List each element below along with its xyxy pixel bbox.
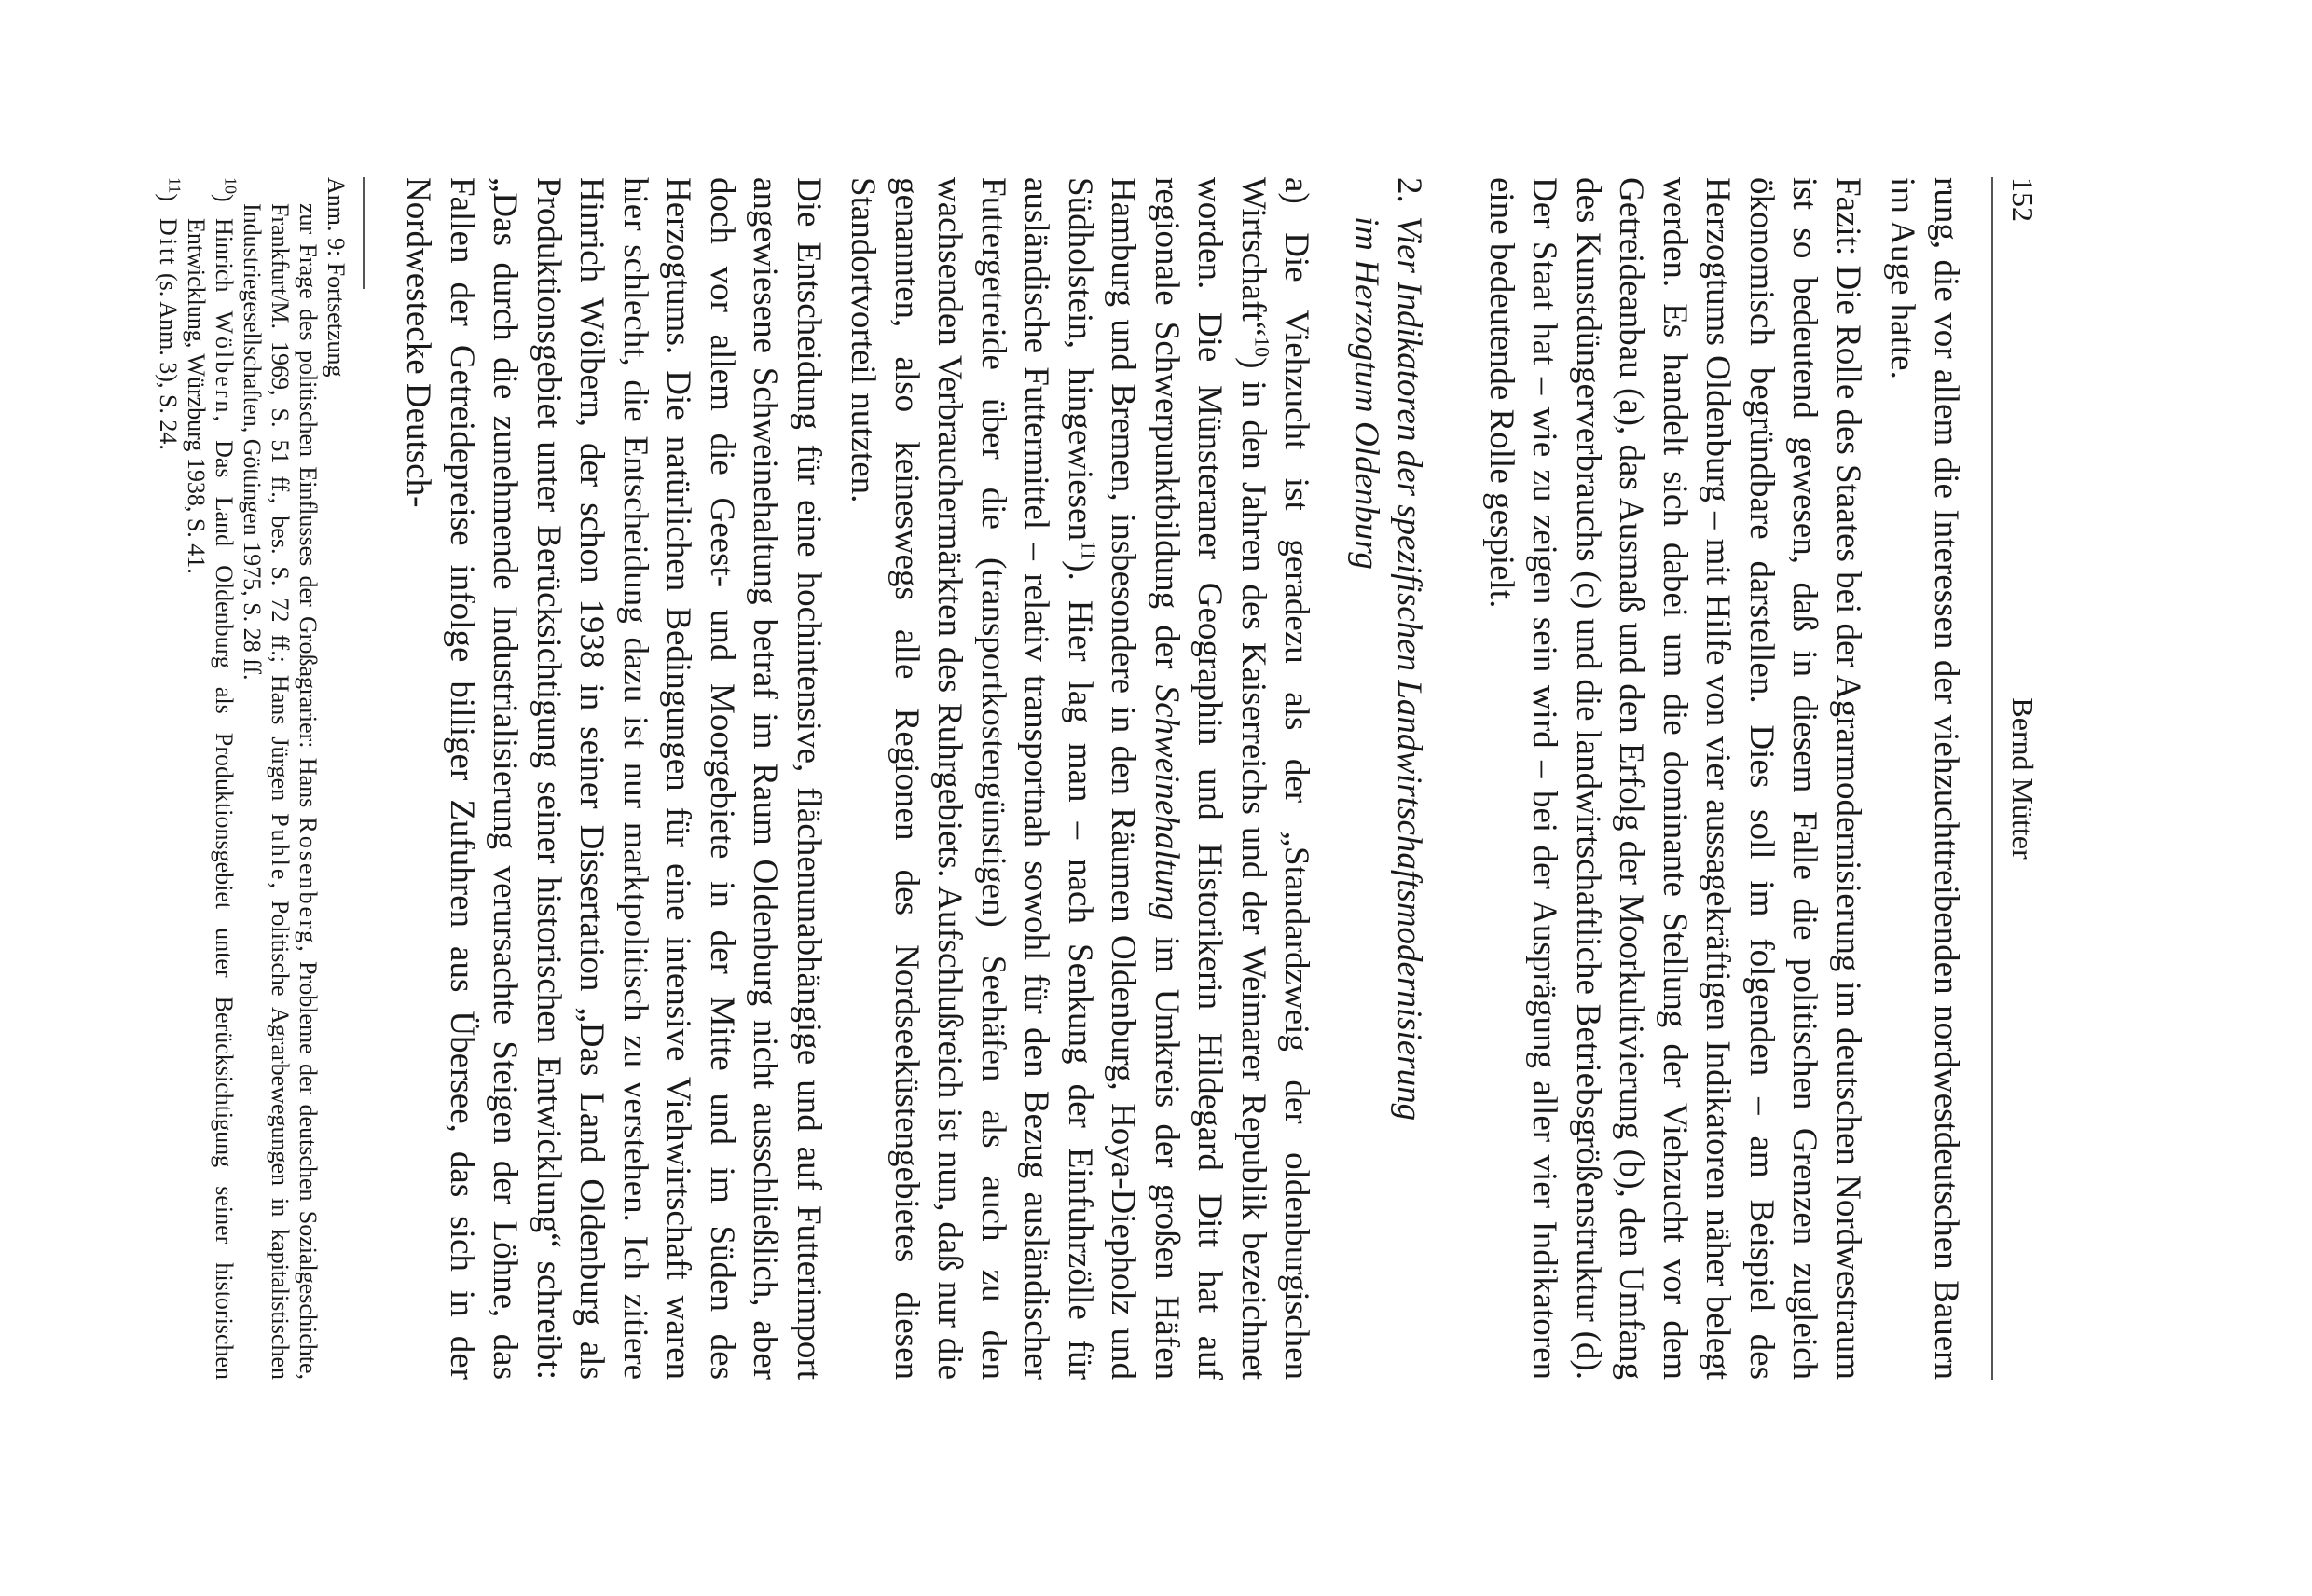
text-run: Hinrich bbox=[211, 218, 238, 311]
footnote-divider bbox=[363, 177, 365, 289]
footnote-10 bbox=[182, 177, 241, 1381]
text-run: , Probleme der deutschen Sozialgeschichte, Frankfurt/M. 1969, S. 51 ff., bes. S. 72 ff.; Hans Jürgen bbox=[267, 203, 322, 1380]
running-head-author: Bernd Mütter bbox=[2006, 697, 2040, 860]
paragraph-viehzucht bbox=[841, 177, 1318, 1380]
footnote-anm9-text bbox=[238, 177, 322, 1380]
section-title bbox=[1344, 216, 1431, 1380]
section-title-line-1: Vier Indikatoren der spezifischen Landwirtschaftsmodernisierung bbox=[1390, 216, 1429, 1121]
text-run: , Das Land Oldenburg als Produktionsgebiet unter Berücksichtigung seiner historischen Entwicklung, Würzburg 1938, S. 41. bbox=[183, 218, 238, 1381]
section-title-line-2: im Herzogtum Oldenburg bbox=[1347, 216, 1385, 570]
text-run: ) in den Jahren des Kaiserreichs und der Weimarer Republik bezeichnet worden. Die Münsteraner Geographin und Historikerin Hildegard Ditt hat auf regionale Schwerpunktbildung der bbox=[1148, 177, 1273, 1380]
text-run: ). Hier lag man – nach Senkung der Einfuhrzölle für ausländische Futtermittel – relativ transportnah sowohl für den Bezug ausländischer Futtergetreide über die (transportkostengünstigen) Seehäfen als auch zu den wachsenden Verbrauchermärkten des Ruhrgebiets. Aufschlußreich ist nun, daß nur die genannten, also keineswegs alle Regionen des Nordseeküstengebietes diesen Standortvorteil nutzten. bbox=[844, 177, 1099, 1380]
text-run: zur Frage des politischen Einflusses der Großagrarier: Hans bbox=[295, 203, 322, 818]
text-run: , Politische Agrarbewegungen in kapitalistischen Industriegesellschaften, Göttingen 1975, S. 28 ff. bbox=[239, 203, 294, 1381]
footnote-ref-11: 11 bbox=[1077, 540, 1101, 561]
footnotes bbox=[154, 177, 350, 1380]
running-header bbox=[1991, 177, 2042, 1380]
text-run: a) Die Viehzucht ist geradezu als der „Standardzweig der oldenburgischen Wirtschaft“ bbox=[1234, 177, 1316, 1380]
text-run: (s. Anm. 3), S. 24. bbox=[155, 267, 182, 450]
page-content bbox=[154, 177, 2042, 1380]
footnote-mark: $^{11}$) bbox=[155, 177, 185, 202]
footnote-11 bbox=[154, 177, 185, 1380]
author-name: Ditt bbox=[155, 218, 182, 268]
footnote-anm9-label: Anm. 9: Fortsetzung bbox=[323, 177, 350, 378]
footnote-ref-10: 10 bbox=[1250, 337, 1274, 358]
footnote-text bbox=[182, 218, 238, 1380]
footnote-mark: $^{10}$) bbox=[211, 177, 241, 202]
emphasis-schweinehaltung: Schweinehaltung bbox=[1148, 684, 1186, 921]
body-text bbox=[396, 177, 1967, 1380]
footnote-number: 11 bbox=[165, 177, 185, 194]
section-heading bbox=[1344, 177, 1431, 1380]
page-number: 152 bbox=[2006, 177, 2040, 222]
footnote-text bbox=[154, 218, 182, 1380]
paragraph-entscheidung: Die Entscheidung für eine hochintensive, flächenunabhängige und auf Futterimport angewiesene Schweinehaltung betraf im Raum Oldenburg nicht ausschließlich, aber doch vor allem die Geest- und Moorgebiete in der Mitte und im Süden des Herzogtums. Die natürlichen Bedingungen für eine intensive Viehwirtschaft waren hier schlecht, die Entscheidung dazu ist nur marktpolitisch zu verstehen. Ich zitiere Hinrich Wölbern, der schon 1938 in seiner Dissertation „Das Land Oldenburg als Produktionsgebiet unter Berücksichtigung seiner historischen Entwicklung“ schreibt: „Das durch die zunehmende Industrialisierung verursachte Steigen der Löhne, das Fallen der Getreidepreise infolge billiger Zufuhren aus Übersee, das sich in der Nordwestecke Deutsch- bbox=[399, 177, 828, 1380]
paragraph-continuation: rung, die vor allem die Interessen der viehzuchttreibenden nordwestdeutschen Bauern im Auge hatte. bbox=[1883, 177, 1965, 1380]
paragraph-fazit: Fazit: Die Rolle des Staates bei der Agrarmodernisierung im deutschen Nordwestraum ist so bedeutend gewesen, daß in diesem Falle die politischen Grenzen zugleich ökonomisch begründbare darstellen. Dies soll im folgenden – am Beispiel des Herzogtums Oldenburg – mit Hilfe von vier aussagekräftigen Indikatoren näher belegt werden. Es handelt sich dabei um die dominante Stellung der Viehzucht vor dem Getreideanbau (a), das Ausmaß und den Erfolg der Moorkultivierung (b), den Umfang des Kunstdüngerverbrauchs (c) und die landwirtschaftliche Betriebsgrößenstruktur (d). Der Staat hat – wie zu zeigen sein wird – bei der Ausprägung aller vier Indikatoren eine bedeutende Rolle gespielt. bbox=[1482, 177, 1867, 1380]
footnote-number: 10 bbox=[221, 177, 241, 194]
author-name: Puhle bbox=[267, 813, 294, 883]
author-name: Rosenberg bbox=[295, 817, 322, 946]
text-run: im Umkreis der großen Häfen Hamburg und Bremen, insbesondere in den Räumen Oldenburg, Hoya-Diepholz und Südholstein, hingewiesen bbox=[1061, 177, 1186, 1380]
section-number: 2. bbox=[1390, 177, 1429, 203]
author-name: Wölbern bbox=[211, 310, 238, 416]
